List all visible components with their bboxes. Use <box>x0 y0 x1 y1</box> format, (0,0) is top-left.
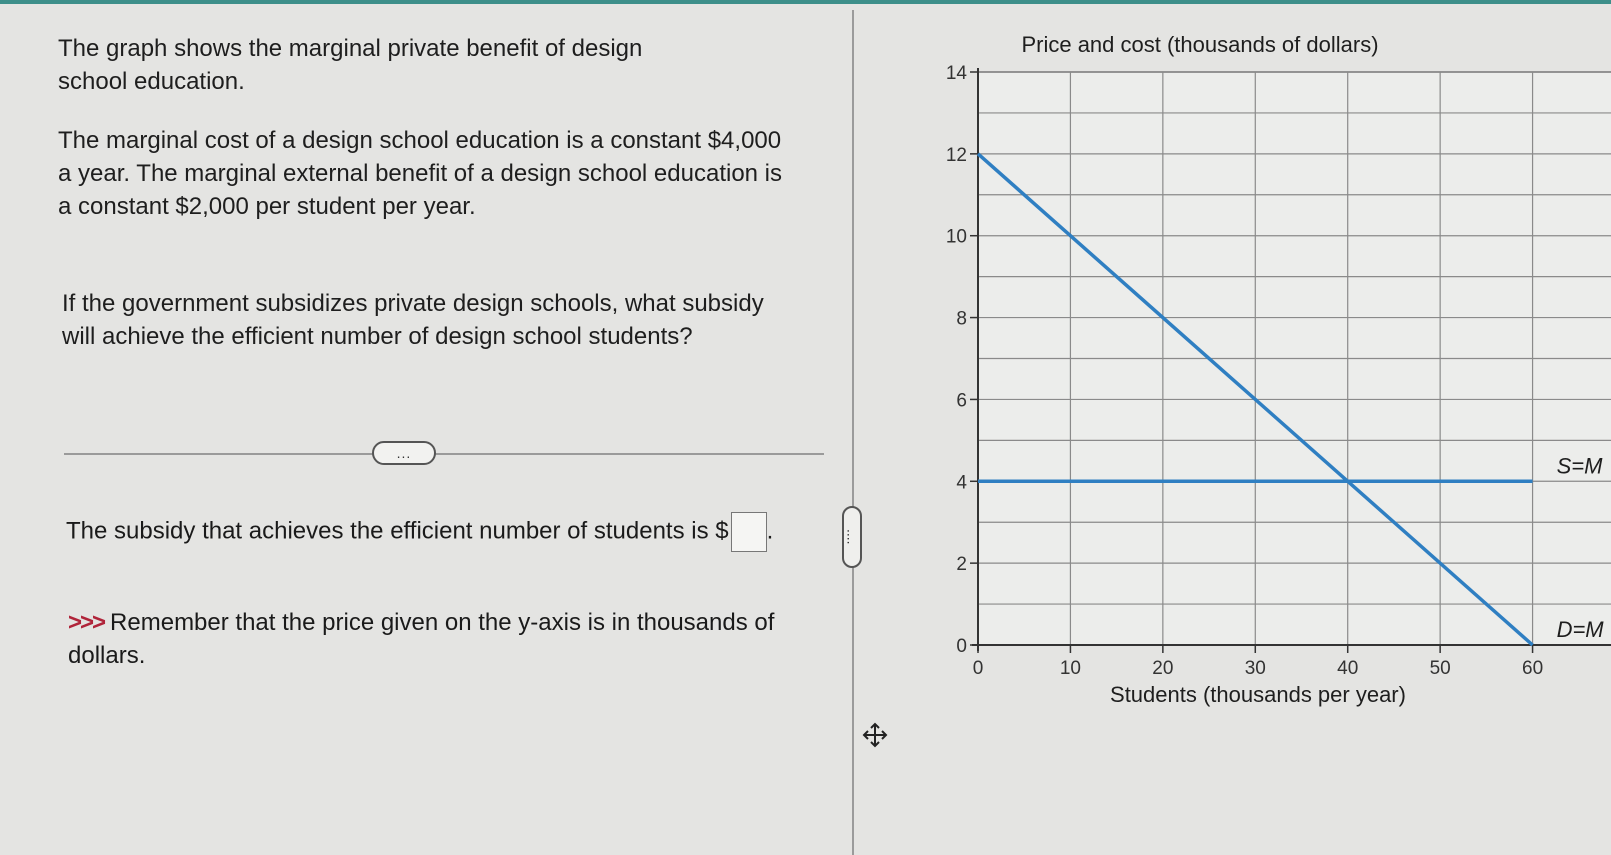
panel-splitter[interactable] <box>852 10 854 855</box>
x-tick-label: 20 <box>1152 658 1174 679</box>
question-prompt: If the government subsidizes private design schools, what subsidy will achieve the efficient number of design school students? <box>62 290 764 350</box>
supply-curve-label: S=M <box>1556 453 1603 479</box>
y-tick-label: 4 <box>956 472 967 494</box>
x-tick-label: 60 <box>1522 658 1544 679</box>
hint-body: Remember that the price given on the y-axis is in thousands of dollars. <box>68 609 775 669</box>
move-icon[interactable] <box>860 720 890 750</box>
demand-curve-label: D=M <box>1556 617 1604 642</box>
question-panel <box>0 4 860 855</box>
question-intro: The graph shows the marginal private benefit of design school education. <box>58 35 643 95</box>
y-tick-label: 0 <box>956 636 967 657</box>
y-tick-label: 10 <box>945 226 967 248</box>
graph-area <box>900 0 1611 855</box>
splitter-handle[interactable]: .... <box>842 506 862 568</box>
hint-text <box>68 606 788 672</box>
question-costs: The marginal cost of a design school education is a constant $4,000 a year. The marginal external benefit of a design school education is a constant $2,000 per student per year. <box>58 127 783 220</box>
y-tick-label: 2 <box>956 554 967 576</box>
x-tick-label: 30 <box>1244 658 1266 679</box>
x-tick-label: 50 <box>1429 658 1451 679</box>
answer-sentence <box>66 512 826 552</box>
expand-more-button[interactable]: ... <box>372 441 436 465</box>
x-tick-label: 10 <box>1059 658 1081 679</box>
chart-grid <box>978 72 1611 645</box>
answer-suffix: . <box>766 517 774 545</box>
section-divider <box>64 453 824 455</box>
subsidy-answer-input[interactable] <box>731 512 767 552</box>
y-tick-label: 8 <box>956 308 967 330</box>
y-tick-label: 12 <box>945 144 967 166</box>
x-tick-label: 40 <box>1337 658 1359 679</box>
y-tick-label: 6 <box>956 390 967 412</box>
answer-prefix: The subsidy that achieves the efficient number of students is $ <box>66 517 729 545</box>
x-axis-label: Students (thousands per year) <box>1110 682 1406 707</box>
y-tick-label: 14 <box>945 63 967 84</box>
x-tick-label: 0 <box>972 658 984 679</box>
hint-arrows-icon: >>> <box>68 609 105 636</box>
y-axis-label: Price and cost (thousands of dollars) <box>1021 32 1379 57</box>
